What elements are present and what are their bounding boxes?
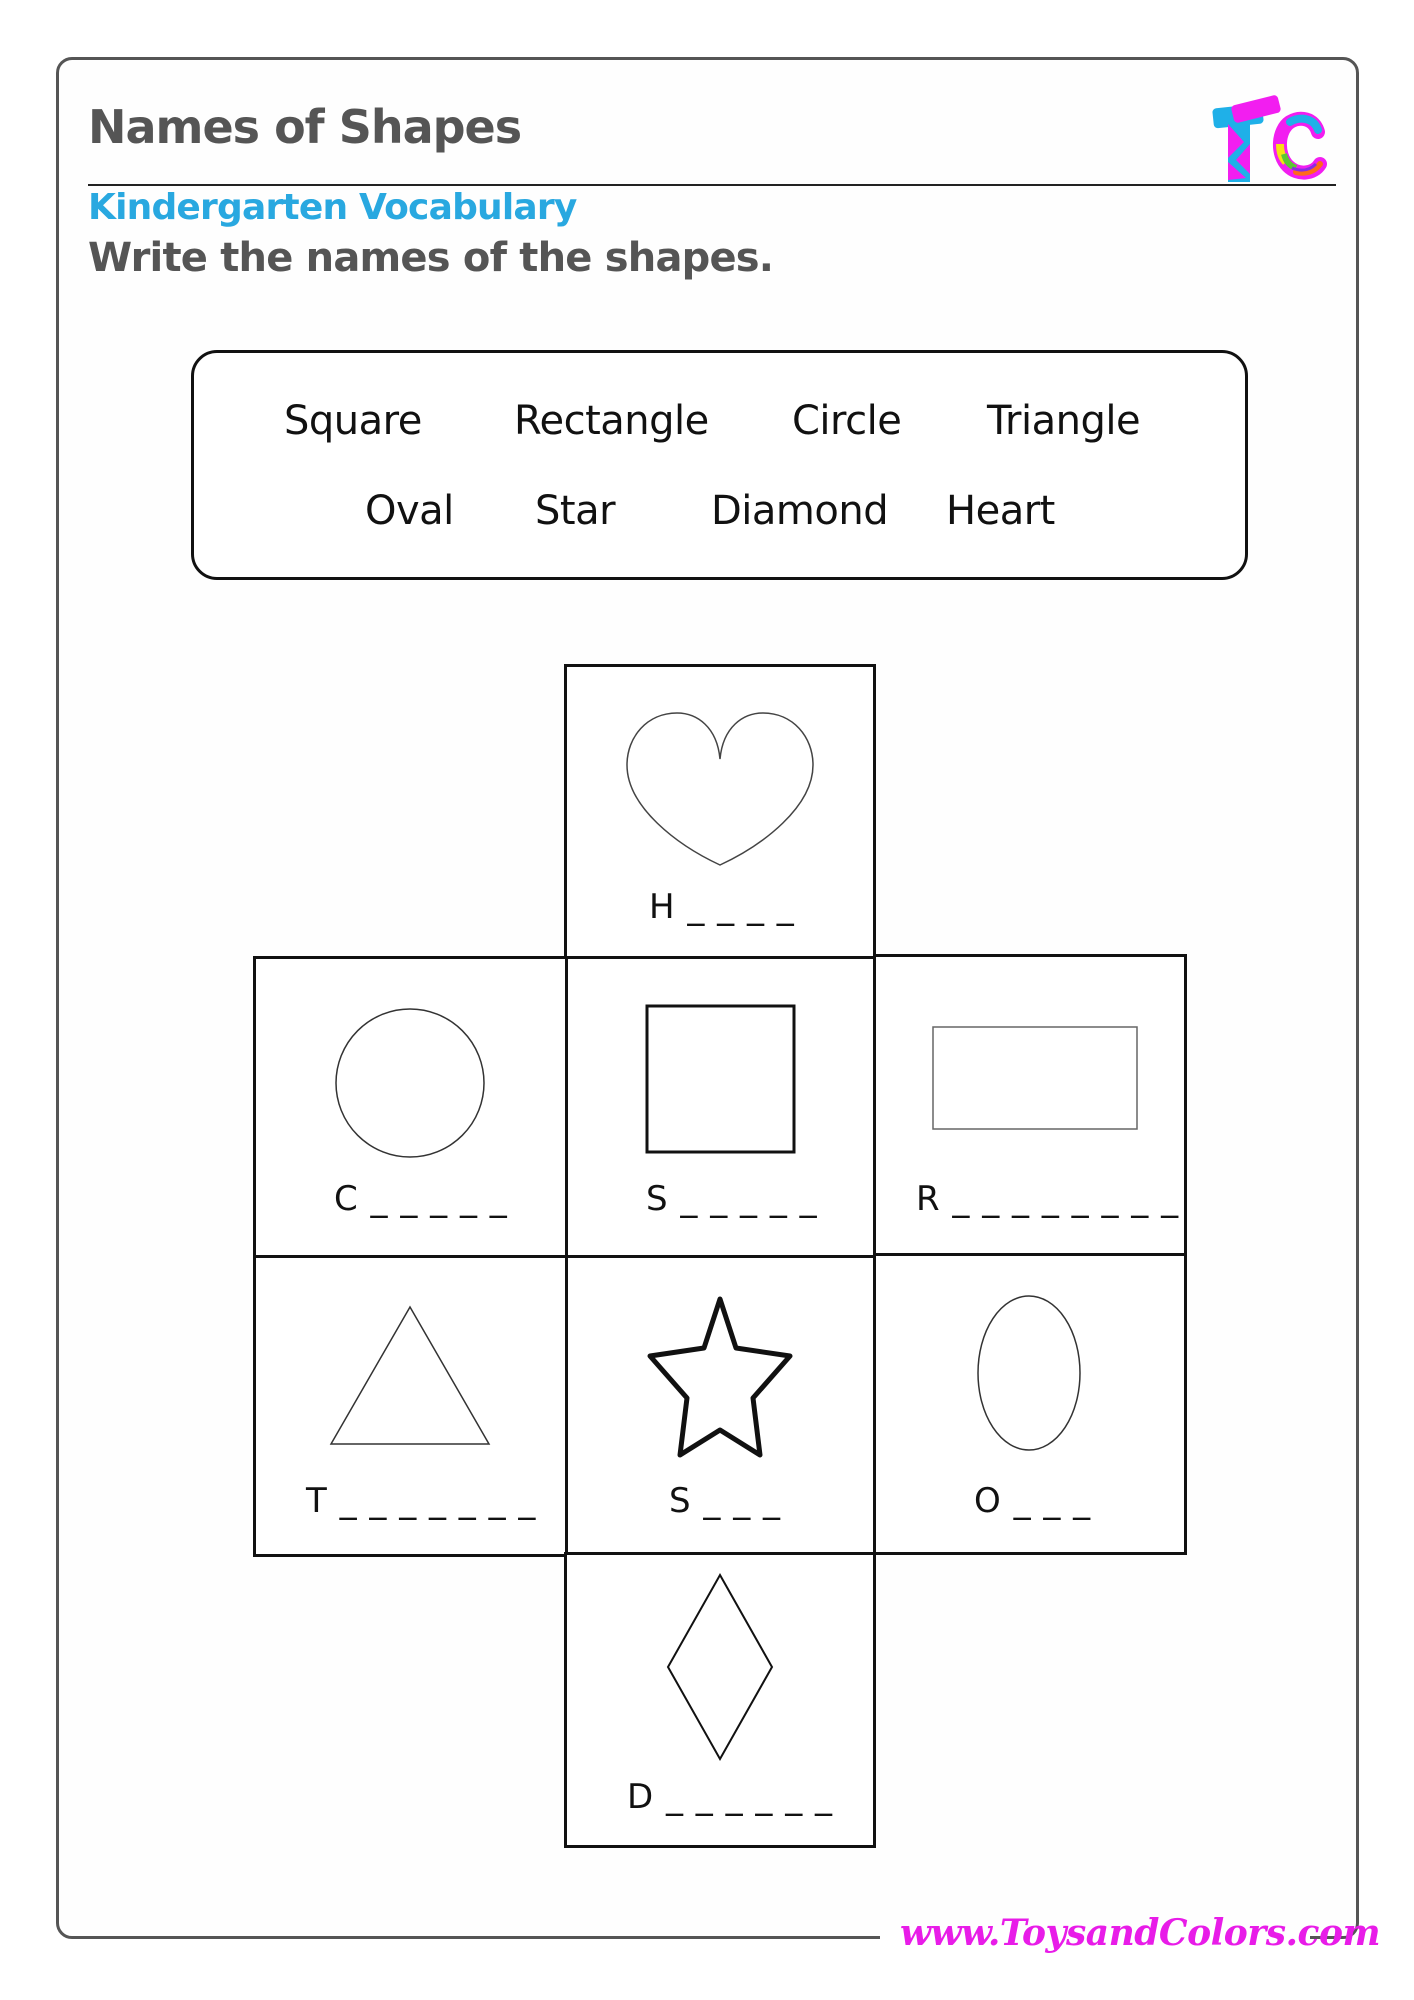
toys-and-colors-logo: [1210, 92, 1330, 182]
answer-hint[interactable]: D _ _ _ _ _ _: [627, 1777, 834, 1817]
header-divider: [88, 184, 1336, 186]
shape-cell-heart: [564, 664, 876, 960]
word-bank-box: [191, 350, 1248, 580]
word-bank-item: Circle: [792, 398, 902, 444]
shape-cell-circle: [253, 956, 568, 1258]
logo-c-icon: [1280, 119, 1320, 173]
answer-hint[interactable]: S _ _ _: [669, 1481, 782, 1521]
shape-cell-triangle: [253, 1255, 568, 1557]
answer-hint[interactable]: O _ _ _: [974, 1481, 1092, 1521]
instruction-text: Write the names of the shapes.: [88, 235, 774, 281]
answer-hint[interactable]: R _ _ _ _ _ _ _ _: [916, 1179, 1180, 1219]
word-bank-item: Square: [284, 398, 422, 444]
shape-cell-diamond: [564, 1552, 876, 1848]
page-title: Names of Shapes: [88, 100, 522, 154]
shape-cell-oval: [873, 1253, 1187, 1555]
answer-hint[interactable]: T _ _ _ _ _ _ _: [306, 1481, 537, 1521]
word-bank-item: Triangle: [987, 398, 1141, 444]
answer-hint[interactable]: H _ _ _ _: [649, 887, 795, 927]
word-bank-item: Star: [535, 488, 616, 534]
word-bank-item: Rectangle: [514, 398, 709, 444]
subtitle: Kindergarten Vocabulary: [88, 187, 577, 228]
shape-cell-star: [565, 1255, 876, 1557]
word-bank-item: Oval: [365, 488, 454, 534]
word-bank-item: Heart: [946, 488, 1055, 534]
website-footer[interactable]: www.ToysandColors.com: [900, 1912, 1381, 1954]
answer-hint[interactable]: C _ _ _ _ _: [334, 1179, 508, 1219]
answer-hint[interactable]: S _ _ _ _ _: [646, 1179, 818, 1219]
word-bank-item: Diamond: [711, 488, 889, 534]
shape-cell-square: [565, 956, 876, 1258]
logo-t-icon: [1212, 94, 1281, 182]
shape-cell-rectangle: [873, 954, 1187, 1256]
